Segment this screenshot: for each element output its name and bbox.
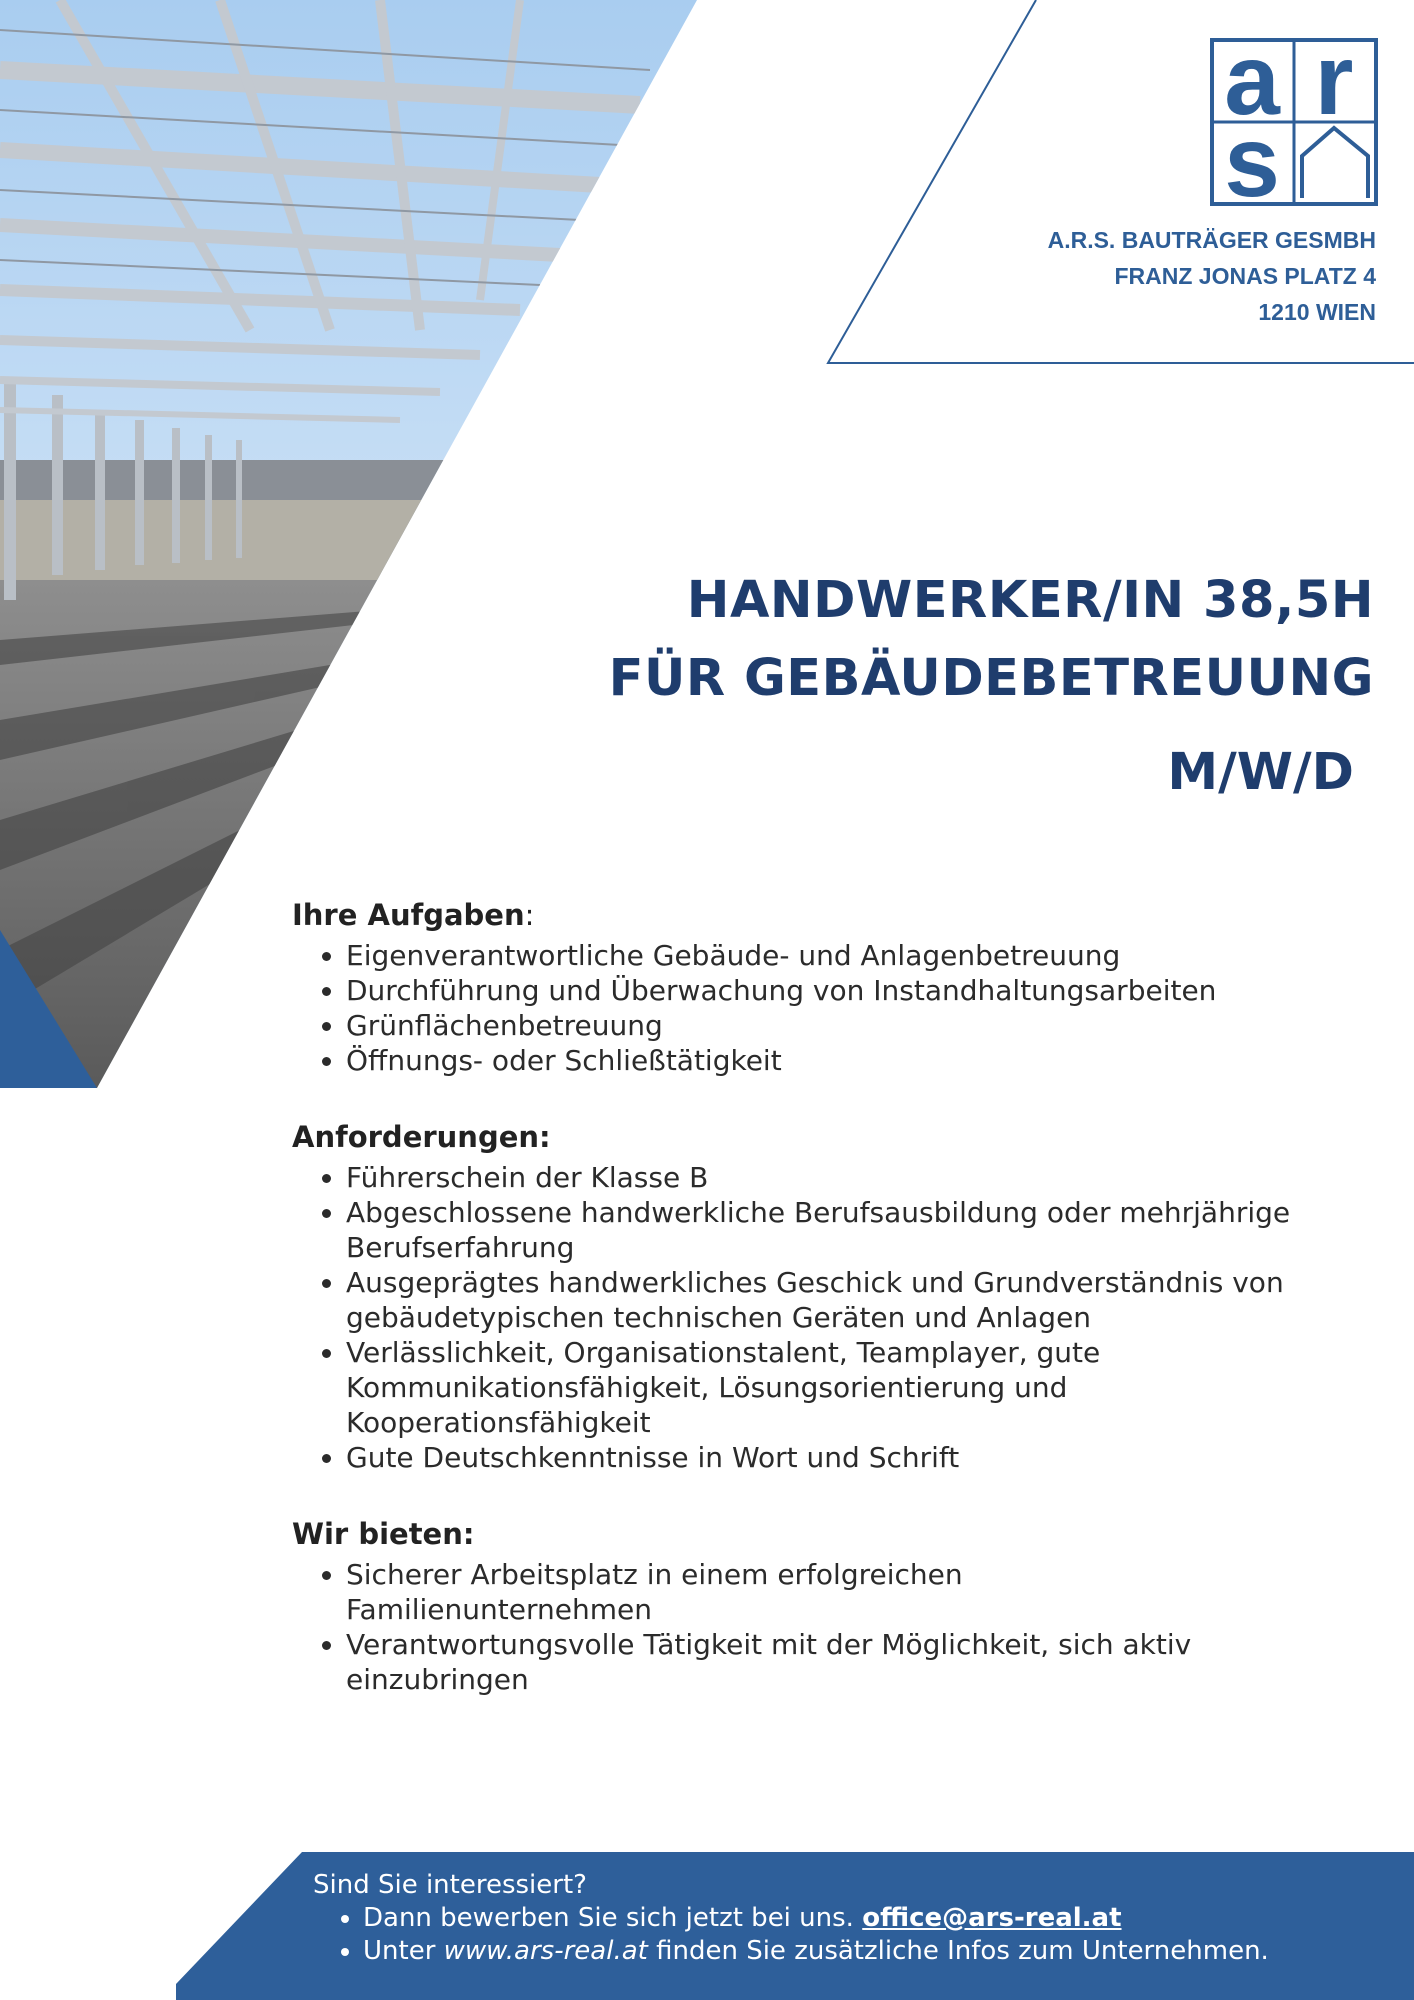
- footer-apply: • Dann bewerben Sie sich jetzt bei uns. office@ars-real.at: [363, 1902, 1269, 1935]
- list-item: • Öffnungs- oder Schließtätigkeit: [346, 1043, 1392, 1078]
- company-logo: [1210, 38, 1378, 206]
- list-item: • Abgeschlossene handwerkliche Berufsausbildung oder mehrjährige Berufserfahrung: [346, 1195, 1296, 1265]
- list-item: • Sicherer Arbeitsplatz in einem erfolgreichen Familienunternehmen: [346, 1557, 1146, 1627]
- footer-question: Sind Sie interessiert?: [313, 1870, 587, 1900]
- list-item: • Verlässlichkeit, Organisationstalent, Teamplayer, gute Kommunikationsfähigkeit, Lösungsorientierung und Kooperationsfähigkeit: [346, 1335, 1276, 1440]
- logo-letter-s: s: [1224, 106, 1280, 206]
- bieten-heading: Wir bieten:: [292, 1517, 475, 1551]
- list-item: • Gute Deutschkenntnisse in Wort und Schrift: [346, 1440, 1392, 1475]
- list-item: • Führerschein der Klasse B: [346, 1160, 1392, 1195]
- aufgaben-heading: Ihre Aufgaben:: [292, 898, 535, 932]
- company-name: A.R.S. BAUTRÄGER GESMBH: [1047, 227, 1376, 253]
- list-item: • Grünflächenbetreuung: [346, 1008, 1392, 1043]
- logo-letter-r: r: [1314, 38, 1354, 136]
- website-link[interactable]: www.ars-real.at: [443, 1936, 648, 1966]
- bieten-list: [292, 1557, 1392, 1697]
- company-address: [1048, 222, 1376, 330]
- list-item: • Ausgeprägtes handwerkliches Geschick und Grundverständnis von gebäudetypischen technischen Geräten und Anlagen: [346, 1265, 1376, 1335]
- list-item: • Durchführung und Überwachung von Instandhaltungsarbeiten: [346, 973, 1392, 1008]
- aufgaben-list: [292, 938, 1392, 1078]
- company-city: 1210 WIEN: [1258, 299, 1376, 325]
- anforderungen-heading: Anforderungen:: [292, 1120, 551, 1154]
- footer-banner: [0, 1852, 1414, 2000]
- footer-list: [313, 1902, 1269, 1968]
- list-item: • Eigenverantwortliche Gebäude- und Anlagenbetreuung: [346, 938, 1392, 973]
- list-item: • Verantwortungsvolle Tätigkeit mit der Möglichkeit, sich aktiv einzubringen: [346, 1627, 1346, 1697]
- job-title-line1: HANDWERKER/IN 38,5H: [686, 571, 1374, 630]
- job-description: [292, 892, 1392, 1733]
- anforderungen-list: [292, 1160, 1392, 1475]
- company-street: FRANZ JONAS PLATZ 4: [1114, 263, 1376, 289]
- job-title-gender: M/W/D: [1167, 743, 1354, 802]
- job-title-line2: FÜR GEBÄUDEBETREUUNG: [608, 649, 1374, 708]
- logo-letter-a: a: [1224, 38, 1280, 136]
- job-title: [609, 562, 1374, 718]
- email-link[interactable]: office@ars-real.at: [862, 1903, 1122, 1933]
- footer-web: • Unter www.ars-real.at finden Sie zusätzliche Infos zum Unternehmen.: [363, 1935, 1269, 1968]
